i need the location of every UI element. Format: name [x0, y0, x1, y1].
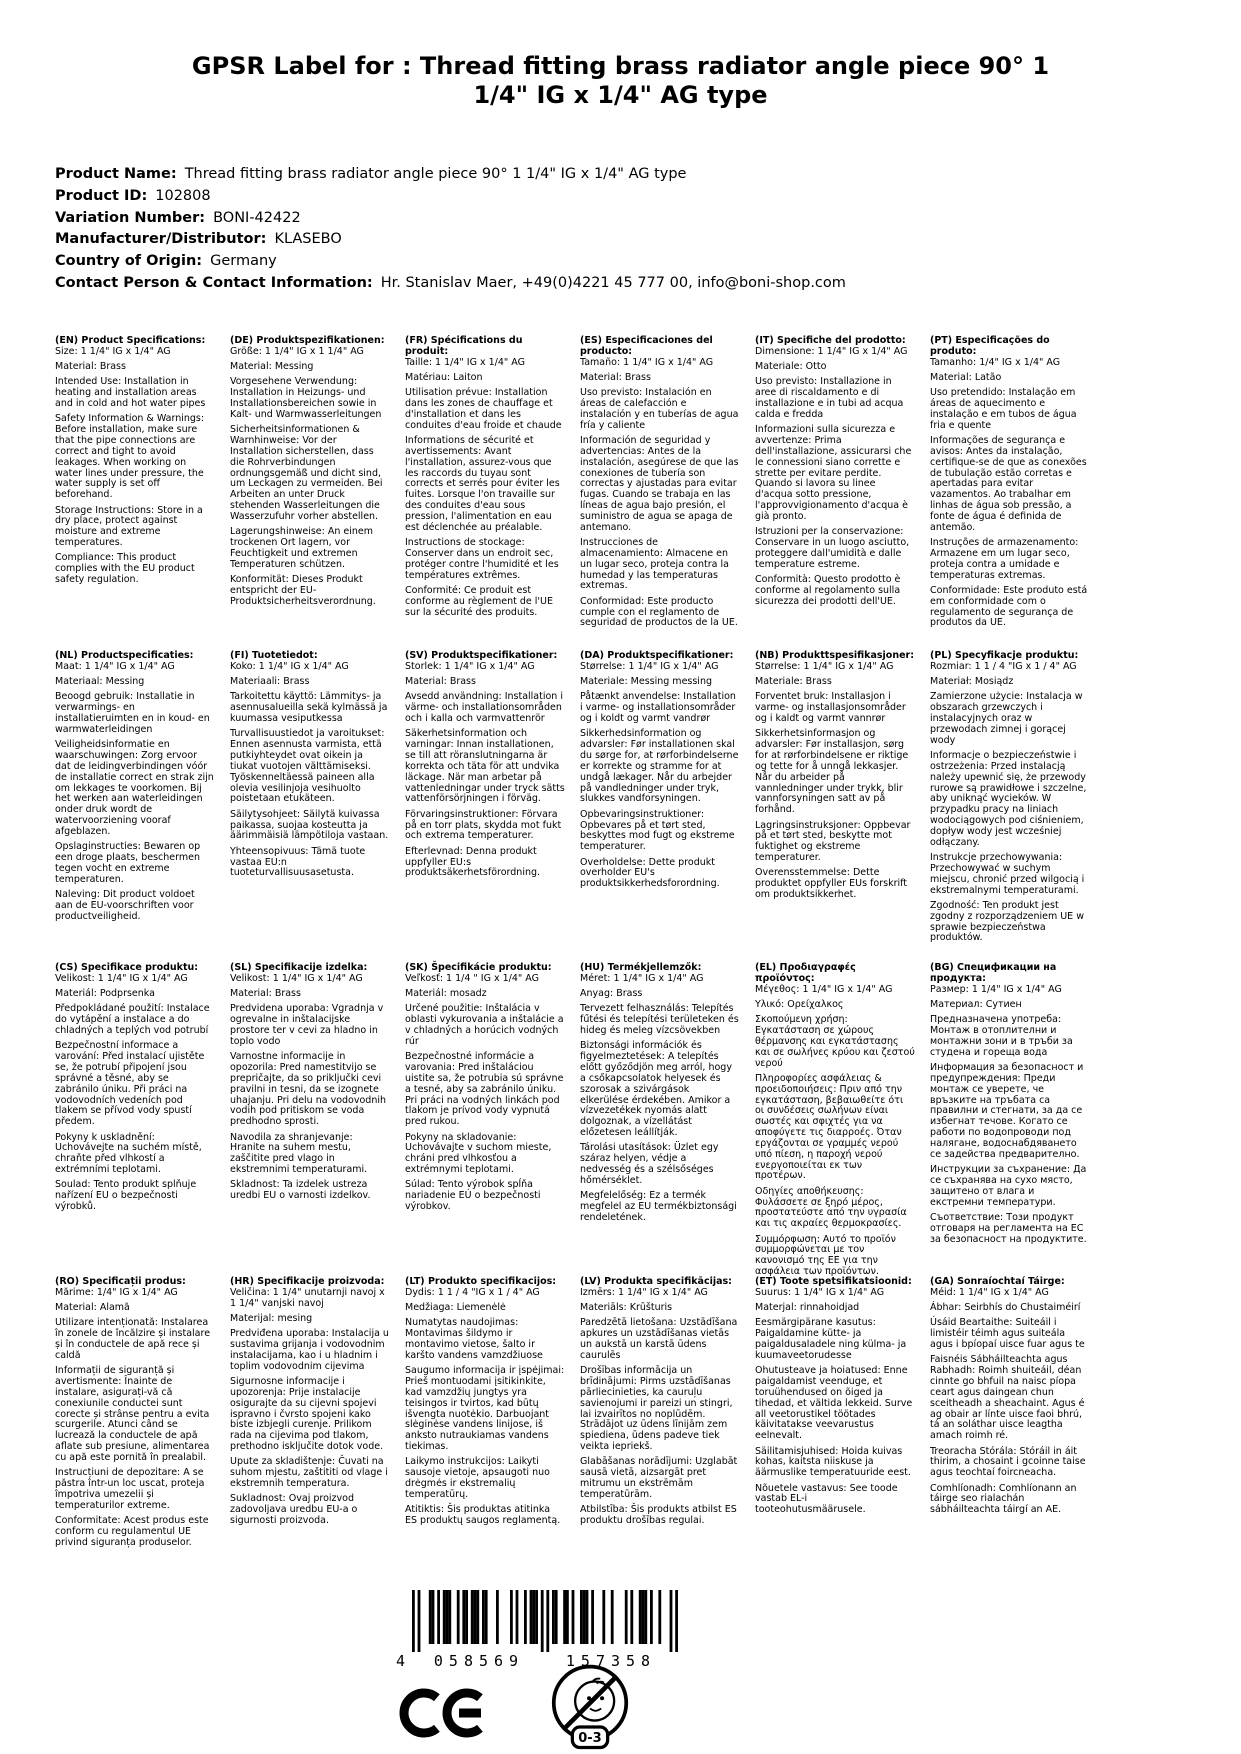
spec-paragraph: Medžiaga: Liemenėlė: [405, 1302, 506, 1314]
spec-paragraph: Ábhar: Seirbhís do Chustaiméirí: [930, 1302, 1081, 1314]
spec-paragraph: Πληροφορίες ασφάλειας & προειδοποιήσεις: Πριν από την εγκατάσταση, βεβαιωθείτε ότι οι συνδέσεις σωλήνων είναι σωστές και σφιχτές για να αποφύγετε τις διαρροές. Όταν εργάζονται σε γραμμές νερού υπό πίεση, η παροχή νερού ενεργοποιείται εκ των προτέρων.: [755, 1072, 904, 1182]
spec-paragraph: Materiál: mosadz: [405, 988, 487, 1000]
spec-paragraph: Οδηγίες αποθήκευσης: Φυλάσσετε σε ξηρό μέρος, προστατεύστε από την υγρασία και τις ακραίες θερμοκρασίες.: [755, 1185, 907, 1230]
barcode-left-digits: 058569: [433, 1652, 525, 1670]
spec-heading: (ET) Toote spetsifikatsioonid:: [755, 1276, 912, 1287]
spec-paragraph: Velikost: 1 1/4" IG x 1/4" AG: [55, 972, 188, 984]
spec-paragraph: Σκοπούμενη χρήση: Εγκατάσταση σε χώρους θέρμανσης και εγκατάστασης και σε σωλήνες κρύου και ζεστού νερού: [755, 1014, 915, 1069]
spec-paragraph: Material: Brass: [580, 371, 651, 383]
spec-paragraph: Påtænkt anvendelse: Installation i varme- og installationsområder og i koldt og varmt vandrør: [580, 691, 736, 725]
spec-block-nl: [55, 651, 215, 927]
spec-paragraph: Materiāls: Krūšturis: [580, 1302, 673, 1314]
spec-paragraph: Beoogd gebruik: Installatie in verwarmings- en installatieruimten en in koud- en warmwaterleidingen: [55, 691, 210, 735]
spec-paragraph: Storage Instructions: Store in a dry place, protect against moisture and extreme temperatures.: [55, 504, 203, 549]
spec-heading: (DA) Produktspecifikationer:: [580, 650, 734, 661]
spec-paragraph: Materiale: Brass: [755, 676, 832, 688]
spec-paragraph: Material: Brass: [230, 988, 301, 1000]
spec-row-3: [55, 963, 1090, 1282]
spec-paragraph: Sikkerhetsinformasjon og advarsler: Før installasjon, sørg for at rørforbindelsene er riktige og tette for å unngå lekkasjer. Når du arbeider på vannledninger under trykk, blir vannforsyningen satt av på forhånd.: [755, 728, 909, 816]
barcode-lead-digit: 4: [396, 1652, 406, 1670]
info-label: Contact Person & Contact Information:: [55, 274, 373, 291]
spec-paragraph: Saugumo informacija ir įspėjimai: Prieš montuodami įsitikinkite, kad vamzdžių jungtys yra teisingos ir tvirtos, kad būtų išvengta nuotėkio. Darbuojant slėginėse vandens linijose, iš anksto nutraukiamas vandens tiekimas.: [405, 1365, 565, 1453]
spec-block-sv: [405, 651, 565, 884]
spec-paragraph: Matériau: Laiton: [405, 371, 483, 383]
spec-paragraph: Súlad: Tento výrobok spĺňa nariadenie EÚ o bezpečnosti výrobkov.: [405, 1179, 541, 1213]
spec-paragraph: Instrucțiuni de depozitare: A se păstra într-un loc uscat, proteja împotriva umezelii și temperaturilor extreme.: [55, 1467, 205, 1511]
spec-paragraph: Sukladnost: Ovaj proizvod zadovoljava uredbu EU-a o sigurnosti proizvoda.: [230, 1493, 358, 1527]
spec-paragraph: Méid: 1 1/4" IG x 1/4" AG: [930, 1286, 1049, 1298]
document-title-text: GPSR Label for : Thread fitting brass radiator angle piece 90° 1 1/4" IG x 1/4" AG type: [191, 52, 1050, 109]
spec-paragraph: Turvallisuustiedot ja varoitukset: Ennen asennusta varmista, että putkiyhteydet ovat oikein ja tiukat vuotojen välttämiseksi. Työskenneltäessä paineen alla olevia vesilinjoja vesihuolto poistetaan etukäteen.: [230, 728, 385, 805]
info-value: KLASEBO: [274, 231, 342, 248]
spec-paragraph: Materiale: Otto: [755, 361, 827, 373]
info-label: Manufacturer/Distributor:: [55, 231, 267, 248]
spec-heading: (FR) Spécifications du produit:: [405, 335, 523, 357]
info-value: Hr. Stanislav Maer, +49(0)4221 45 777 00, info@boni-shop.com: [380, 274, 846, 291]
spec-paragraph: Compliance: This product complies with the EU product safety regulation.: [55, 552, 195, 586]
spec-paragraph: Conformidad: Este producto cumple con el reglamento de seguridad de productos de la UE.: [580, 595, 738, 629]
spec-paragraph: Conformità: Questo prodotto è conforme al regolamento sulla sicurezza dei prodotti dell'UE.: [755, 574, 901, 607]
product-info-line: [55, 251, 846, 273]
spec-heading: (EN) Product Specifications:: [55, 335, 206, 346]
spec-paragraph: Sicherheitsinformationen & Warnhinweise: Vor der Installation sicherstellen, dass die Rohrverbindungen ordnungsgemäß und dicht sind, um Leckagen zu vermeiden. Bei Arbeiten an unter Druck stehenden Wasserleitungen die Wasserzufuhr vorher abstellen.: [230, 424, 383, 522]
ce-mark-icon: [398, 1684, 490, 1746]
spec-paragraph: Nõuetele vastavus: See toode vastab EL-i tooteohutusmäärusele.: [755, 1482, 898, 1516]
spec-paragraph: Größe: 1 1/4" IG x 1 1/4" AG: [230, 345, 364, 357]
spec-paragraph: Predviđena uporaba: Instalacija u sustavima grijanja i vodovodnim instalacijama, kao i u hladnim i toplim vodovodnim cijevima: [230, 1328, 389, 1372]
spec-paragraph: Συμμόρφωση: Αυτό το προϊόν συμμορφώνεται με τον κανονισμό της ΕΕ για την ασφάλεια των προϊόντων.: [755, 1233, 896, 1278]
spec-paragraph: Instruções de armazenamento: Armazene em um lugar seco, proteja contra a umidade e temperaturas extremas.: [930, 537, 1079, 581]
spec-paragraph: Ohutusteave ja hoiatused: Enne paigaldamist veenduge, et toruühendused on õiged ja tihedad, et vältida lekkeid. Surve all veetorustikel töötades käivitatakse veevarustus eelnevalt.: [755, 1365, 913, 1442]
spec-paragraph: Instrukcje przechowywania: Przechowywać w suchym miejscu, chronić przed wilgocią i ekstremalnymi temperaturami.: [930, 852, 1085, 896]
spec-block-lv: [580, 1277, 740, 1531]
spec-paragraph: Instrucciones de almacenamiento: Almacene en un lugar seco, proteja contra la humedad y las temperaturas extremas.: [580, 537, 729, 592]
product-info-line: [55, 208, 846, 230]
info-label: Product Name:: [55, 166, 177, 182]
spec-paragraph: Overensstemmelse: Dette produktet oppfyller EUs forskrift om produktsikkerhet.: [755, 867, 908, 901]
spec-row-1: [55, 336, 1090, 634]
spec-block-nb: [755, 651, 915, 905]
info-value: BONI-42422: [213, 209, 301, 226]
spec-paragraph: Koko: 1 1/4" IG x 1/4" AG: [230, 660, 349, 672]
spec-paragraph: Forventet bruk: Installasjon i varme- og installasjonsområder og i kaldt og varmt vannrør: [755, 691, 906, 725]
spec-paragraph: Υλικό: Ορείχαλκος: [755, 998, 844, 1010]
spec-paragraph: Съответствие: Този продукт отговаря на регламента на ЕС за безопасност на продуктите.: [930, 1211, 1087, 1245]
product-info-line: [55, 273, 846, 295]
spec-heading: (IT) Specifiche del prodotto:: [755, 335, 906, 346]
spec-paragraph: Veľkosť: 1 1/4 " IG x 1/4" AG: [405, 972, 539, 984]
spec-paragraph: Naleving: Dit product voldoet aan de EU-voorschriften voor productveiligheid.: [55, 889, 195, 922]
spec-paragraph: Material: Brass: [405, 676, 476, 688]
spec-paragraph: Comhlíonadh: Comhlíonann an táirge seo rialachán sábháilteachta táirgí an AE.: [930, 1482, 1077, 1516]
spec-paragraph: Bezpečnostné informácie a varovania: Pred inštaláciou uistite sa, že potrubia sú správne a tesné, aby sa zabránilo úniku. Pri práci na vodných linkách pod tlakom je prívod vody vypnutá pred rukou.: [405, 1051, 564, 1128]
spec-block-hu: [580, 963, 740, 1228]
spec-paragraph: Materjal: rinnahoidjad: [755, 1302, 860, 1314]
spec-block-cs: [55, 963, 215, 1217]
spec-paragraph: Lagerungshinweise: An einem trockenen Ort lagern, vor Feuchtigkeit und extremen Temperaturen schützen.: [230, 526, 374, 570]
spec-heading: (SV) Produktspecifikationer:: [405, 650, 558, 661]
spec-paragraph: Lagringsinstruksjoner: Oppbevar på et tørt sted, beskytte mot fuktighet og ekstreme temperaturer.: [755, 819, 911, 864]
spec-row-4: [55, 1277, 1090, 1553]
spec-paragraph: Veličina: 1 1/4" unutarnji navoj x 1 1/4" vanjski navoj: [230, 1286, 385, 1309]
spec-paragraph: Pokyny na skladovanie: Uchovávajte v suchom mieste, chráni pred vlhkosťou a extrémnymi teplotami.: [405, 1131, 552, 1176]
spec-paragraph: Navodila za shranjevanje: Hranite na suhem mestu, zaščitite pred vlago in ekstremnimi temperaturami.: [230, 1131, 368, 1176]
spec-paragraph: Upute za skladištenje: Čuvati na suhom mjestu, zaštititi od vlage i ekstremnih temperatura.: [230, 1456, 388, 1490]
spec-paragraph: Určené použitie: Inštalácia v oblasti vykurovania a inštalácie a v chladných a horúcich vodných rúr: [405, 1003, 564, 1047]
spec-block-et: [755, 1277, 915, 1521]
spec-heading: (SK) Špecifikácie produktu:: [405, 962, 552, 973]
spec-heading: (SL) Specifikacije izdelka:: [230, 962, 368, 973]
info-value: 102808: [155, 187, 211, 204]
spec-heading: (LT) Produkto specifikacijos:: [405, 1276, 557, 1287]
spec-heading: (HR) Specifikacije proizvoda:: [230, 1276, 385, 1287]
spec-paragraph: Faisnéis Sábháilteachta agus Rabhadh: Roimh shuiteáil, déan cinnte go bhfuil na naisc píopa ceart agus daingean chun sceitheadh a sheachaint. Agus é ag obair ar línte uisce faoi bhrú, tá an soláthar uisce leagtha amach roimh ré.: [930, 1354, 1085, 1442]
spec-paragraph: Informações de segurança e avisos: Antes da instalação, certifique-se de que as conexões de tubulação estão corretas e apertadas para evitar vazamentos. Ao trabalhar em linhas de água sob pressão, a fonte de água é definida de antemão.: [930, 435, 1087, 533]
product-info-line: [55, 164, 846, 186]
spec-paragraph: Informacje o bezpieczeństwie i ostrzeżenia: Przed instalacją należy upewnić się, że przewody rurowe są prawidłowe i szczelne, aby uniknąć wycieków. W przypadku pracy na liniach wodociągowych pod ciśnieniem, dopływ wody jest wcześniej odłączany.: [930, 750, 1087, 848]
spec-paragraph: Biztonsági információk és figyelmeztetések: A telepítés előtt győződjön meg arról, hogy a csőkapcsolatok helyesek és szorosak a szivárgások elkerülése érdekében. Amikor a vízvezetékek nyomás alatt dolgoznak, a vízellátást előzetesen leállítják.: [580, 1040, 732, 1139]
spec-paragraph: Anyag: Brass: [580, 988, 643, 1000]
spec-paragraph: Materiaal: Messing: [55, 676, 145, 688]
spec-paragraph: Размер: 1 1/4" IG x 1/4" AG: [930, 983, 1062, 995]
spec-block-it: [755, 336, 915, 612]
spec-paragraph: Opbevaringsinstruktioner: Opbevares på et tørt sted, beskyttes mod fugt og ekstreme temperaturer.: [580, 808, 735, 853]
spec-paragraph: Drošības informācija un brīdinājumi: Pirms uzstādīšanas pārliecinieties, ka cauruļu savienojumi ir pareizi un stingri, lai izvairītos no noplūdēm. Strādājot uz ūdens līnijām zem spiediena, ūdens padeve tiek veikta iepriekš.: [580, 1365, 733, 1453]
spec-heading: (PL) Specyfikacje produktu:: [930, 650, 1079, 661]
spec-paragraph: Atbilstība: Šis produkts atbilst ES produktu drošības regulai.: [580, 1504, 737, 1527]
spec-paragraph: Säkerhetsinformation och varningar: Innan installationen, se till att röranslutningarna är korrekta och täta för att undvika läckage. När man arbetar på vattenledningar under tryck sätts vattenförsörjningen i förväg.: [405, 728, 565, 805]
document-title: [0, 52, 1241, 110]
spec-heading: (EL) Προδιαγραφές προϊόντος:: [755, 962, 856, 984]
spec-block-sk: [405, 963, 565, 1217]
spec-block-da: [580, 651, 740, 895]
spec-paragraph: Avsedd användning: Installation i värme- och installationsområden och i kalla och varmvattenrör: [405, 691, 563, 725]
spec-paragraph: Opslaginstructies: Bewaren op een droge plaats, beschermen tegen vocht en extreme temperaturen.: [55, 841, 201, 885]
spec-paragraph: Μέγεθος: 1 1/4" IG x 1/4" AG: [755, 983, 893, 995]
spec-paragraph: Numatytas naudojimas: Montavimas šildymo ir montavimo vietose, šalto ir karšto vandens vamzdžiuose: [405, 1317, 543, 1361]
spec-paragraph: Størrelse: 1 1/4" IG x 1/4" AG: [755, 660, 894, 672]
spec-paragraph: Informations de sécurité et avertissements: Avant l'installation, assurez-vous que les raccords du tuyau sont corrects et serrés pour éviter les fuites. Lorsque l'on travaille sur des conduites d'eau sous pression, l'alimentation en eau est déclenchée au préalable.: [405, 435, 560, 533]
spec-paragraph: Soulad: Tento produkt splňuje nařízení EU o bezpečnosti výrobků.: [55, 1179, 197, 1213]
spec-block-sl: [230, 963, 390, 1207]
spec-heading: (PT) Especificações do produto:: [930, 335, 1050, 357]
spec-heading: (LV) Produkta specifikācijas:: [580, 1276, 732, 1287]
info-label: Variation Number:: [55, 209, 206, 226]
spec-paragraph: Yhteensopivuus: Tämä tuote vastaa EU:n tuoteturvallisuusasetusta.: [230, 845, 366, 879]
spec-paragraph: Tarkoitettu käyttö: Lämmitys- ja asennusalueilla sekä kylmässä ja kuumassa vesiputkessa: [230, 691, 388, 725]
spec-paragraph: Maat: 1 1/4" IG x 1/4" AG: [55, 660, 175, 672]
spec-paragraph: Информация за безопасност и предупреждения: Преди монтаж се уверете, че връзките на тръбата са правилни и стегнати, за да се избегнат течове. Когато се работи по водопроводи под налягане, водоснабдяването се задейства предварително.: [930, 1062, 1084, 1160]
spec-paragraph: Bezpečnostní informace a varování: Před instalací ujistěte se, že potrubí připojení jsou správné a těsné, aby se zabránilo úniku. Při práci na vodovodních vedeních pod tlakem se přívod vody spustí předem.: [55, 1040, 205, 1128]
spec-paragraph: Skladnost: Ta izdelek ustreza uredbi EU o varnosti izdelkov.: [230, 1179, 371, 1202]
spec-paragraph: Materijal: mesing: [230, 1312, 313, 1324]
spec-heading: (DE) Produktspezifikationen:: [230, 335, 385, 346]
spec-paragraph: Varnostne informacije in opozorila: Pred namestitvijo se prepričajte, da so priključki cevi pravilni in tesni, da se izognete uhajanju. Pri delu na vodovodnih vodih pod pritiskom se voda predhodno sprosti.: [230, 1051, 387, 1128]
spec-block-lt: [405, 1277, 565, 1531]
spec-heading: (HU) Termékjellemzők:: [580, 962, 702, 973]
age-warning-0-3-icon: [548, 1662, 632, 1754]
spec-paragraph: Informații de siguranță și avertismente: Înainte de instalare, asigurați-vă că conexiunile conductei sunt corecte și strânse pentru a evita scurgerile. Atunci când se lucrează la conductele de apă aflate sub presiune, alimentarea cu apă este pornită în prealabil.: [55, 1365, 210, 1463]
spec-paragraph: Materiał: Mosiądz: [930, 676, 1014, 688]
age-warning-label: 0-3: [578, 1730, 602, 1746]
spec-paragraph: Atitiktis: Šis produktas atitinka ES produktų saugos reglamentą.: [405, 1504, 561, 1527]
spec-paragraph: Mărime: 1/4" IG x 1/4" AG: [55, 1286, 178, 1298]
spec-heading: (RO) Specificații produs:: [55, 1276, 186, 1287]
spec-paragraph: Konformität: Dieses Produkt entspricht der EU-Produktsicherheitsverordnung.: [230, 574, 376, 607]
spec-paragraph: Veiligheidsinformatie en waarschuwingen: Zorg ervoor dat de leidingverbindingen vóór de installatie correct en strak zijn om lekkages te voorkomen. Bij het werken aan waterleidingen onder druk wordt de watervoorziening vooraf afgeblazen.: [55, 739, 214, 837]
spec-heading: (ES) Especificaciones del producto:: [580, 335, 713, 357]
info-value: Thread fitting brass radiator angle piece 90° 1 1/4" IG x 1/4" AG type: [184, 166, 687, 182]
spec-paragraph: Uso pretendido: Instalação em áreas de aquecimento e instalação e em tubos de água fria e quente: [930, 387, 1077, 431]
spec-paragraph: Uso previsto: Instalación en áreas de calefacción e instalación y en tuberías de agua fría y caliente: [580, 387, 739, 431]
spec-paragraph: Safety Information & Warnings: Before installation, make sure that the pipe connections are correct and tight to avoid leakages. When working on water lines under pressure, the water supply is set off beforehand.: [55, 413, 205, 501]
spec-block-en: [55, 336, 215, 590]
spec-block-ga: [930, 1277, 1090, 1521]
info-label: Product ID:: [55, 187, 148, 204]
spec-block-hr: [230, 1277, 390, 1531]
spec-paragraph: Dimensione: 1 1/4" IG x 1/4" AG: [755, 345, 908, 357]
spec-paragraph: Storlek: 1 1/4" IG x 1/4" AG: [405, 660, 535, 672]
product-info: [55, 164, 846, 295]
spec-paragraph: Predvidena uporaba: Vgradnja v ogrevalne in inštalacijske prostore ter v cevi za hladno in toplo vodo: [230, 1003, 384, 1047]
spec-heading: (BG) Спецификации на продукта:: [930, 962, 1057, 984]
barcode-bars: [412, 1590, 678, 1652]
spec-paragraph: Paredzētā lietošana: Uzstādīšana apkures un uzstādīšanas vietās un aukstā un karstā ūdens caurulēs: [580, 1317, 738, 1361]
spec-paragraph: Informazioni sulla sicurezza e avvertenze: Prima dell'installazione, assicurarsi che le connessioni siano corrette e strette per evitare perdite. Quando si lavora su linee d'acqua sotto pressione, l'approvvigionamento d'acqua è già pronto.: [755, 424, 912, 522]
spec-paragraph: Laikymo instrukcijos: Laikyti sausoje vietoje, apsaugoti nuo drėgmės ir ekstremalių temperatūrų.: [405, 1456, 550, 1500]
spec-paragraph: Předpokládané použití: Instalace do vytápění a instalace a do chladných a teplých vod potrubí: [55, 1003, 210, 1037]
spec-paragraph: Izmērs: 1 1/4" IG x 1/4" AG: [580, 1286, 708, 1298]
info-label: Country of Origin:: [55, 253, 203, 270]
spec-paragraph: Conformitate: Acest produs este conform cu regulamentul UE privind siguranța produselor.: [55, 1515, 209, 1548]
spec-paragraph: Материал: Сутиен: [930, 998, 1022, 1010]
spec-paragraph: Instructions de stockage: Conserver dans un endroit sec, protéger contre l'humidité et les températures extrêmes.: [405, 537, 559, 581]
spec-heading: (NB) Produkttspesifikasjoner:: [755, 650, 915, 661]
spec-block-el: [755, 963, 915, 1282]
product-info-line: [55, 186, 846, 208]
spec-heading: (FI) Tuotetiedot:: [230, 650, 318, 661]
spec-paragraph: Size: 1 1/4" IG x 1/4" AG: [55, 345, 171, 357]
spec-paragraph: Materiale: Messing messing: [580, 676, 712, 688]
spec-heading: (NL) Productspecificaties:: [55, 650, 194, 661]
spec-paragraph: Istruzioni per la conservazione: Conservare in un luogo asciutto, proteggere dall'umidità e dalle temperature estreme.: [755, 526, 910, 570]
barcode-right-digits: 157358: [565, 1652, 657, 1670]
spec-paragraph: Säilytysohjeet: Säilytä kuivassa paikassa, suojaa kosteutta ja äärimmäisiä lämpötiloja vastaan.: [230, 808, 389, 842]
spec-paragraph: Overholdelse: Dette produkt overholder EU's produktsikkerhedsforordning.: [580, 856, 720, 890]
spec-paragraph: Zgodność: Ten produkt jest zgodny z rozporządzeniem UE w sprawie bezpieczeństwa produktów.: [930, 899, 1084, 944]
spec-paragraph: Velikost: 1 1/4" IG x 1/4" AG: [230, 972, 363, 984]
spec-block-de: [230, 336, 390, 612]
spec-paragraph: Materiaali: Brass: [230, 676, 310, 688]
spec-paragraph: Material: Alamă: [55, 1302, 130, 1314]
spec-paragraph: Størrelse: 1 1/4" IG x 1/4" AG: [580, 660, 719, 672]
spec-paragraph: Conformité: Ce produit est conforme au règlement de l'UE sur la sécurité des produits.: [405, 584, 553, 618]
spec-paragraph: Säilitamisjuhised: Hoida kuivas kohas, kaitsta niiskuse ja äärmuslike temperatuuride eest.: [755, 1445, 911, 1479]
spec-paragraph: Taille: 1 1/4" IG x 1/4" AG: [405, 356, 525, 368]
spec-block-ro: [55, 1277, 215, 1553]
spec-paragraph: Material: Latão: [930, 371, 1002, 383]
spec-paragraph: Material: Messing: [230, 361, 314, 373]
spec-paragraph: Tamanho: 1/4" IG x 1/4" AG: [930, 356, 1061, 368]
spec-block-bg: [930, 963, 1090, 1250]
spec-heading: (CS) Specifikace produktu:: [55, 962, 199, 973]
spec-paragraph: Conformidade: Este produto está em conformidade com o regulamento de segurança de produtos da UE.: [930, 584, 1088, 629]
spec-paragraph: Eesmärgipärane kasutus: Paigaldamine kütte- ja paigaldusaladele ning külma- ja kuumaveetorudesse: [755, 1317, 907, 1361]
spec-paragraph: Pokyny k uskladnění: Uchovávejte na suchém místě, chraňte před vlhkostí a extrémními teplotami.: [55, 1131, 202, 1176]
spec-heading: (GA) Sonraíochtaí Táirge:: [930, 1276, 1065, 1287]
spec-paragraph: Zamierzone użycie: Instalacja w obszarach grzewczych i instalacyjnych oraz w przewodach zimnej i gorącej wody: [930, 691, 1083, 746]
spec-block-pt: [930, 336, 1090, 634]
spec-block-pl: [930, 651, 1090, 949]
spec-row-2: [55, 651, 1090, 949]
spec-paragraph: Megfelelőség: Ez a termék megfelel az EU termékbiztonsági rendeletének.: [580, 1190, 737, 1223]
spec-paragraph: Предназначена употреба: Монтаж в отоплителни и монтажни зони и в тръби за студена и гореща вода: [930, 1014, 1073, 1058]
spec-paragraph: Información de seguridad y advertencias: Antes de la instalación, asegúrese de que las conexiones de tubería son correctas y ajustadas para evitar fugas. Cuando se trabaja en las líneas de agua bajo presión, el suministro de agua se apaga de antemano.: [580, 435, 739, 533]
spec-paragraph: Suurus: 1 1/4" IG x 1/4" AG: [755, 1286, 885, 1298]
spec-paragraph: Dydis: 1 1 / 4 "IG x 1 / 4" AG: [405, 1286, 540, 1298]
spec-paragraph: Úsáid Beartaithe: Suiteáil i limistéir téimh agus suiteála agus i bpíopaí uisce fuar agus te: [930, 1317, 1085, 1351]
spec-paragraph: Treoracha Stórála: Stóráil in áit thirim, a chosaint i gcoinne taise agus teochtaí foircneacha.: [930, 1445, 1086, 1479]
spec-paragraph: Инструкции за съхранение: Да се съхранява на сухо място, защитено от влага и екстремни температури.: [930, 1164, 1087, 1208]
spec-paragraph: Efterlevnad: Denna produkt uppfyller EU:s produktsäkerhetsförordning.: [405, 845, 541, 879]
spec-paragraph: Intended Use: Installation in heating and installation areas and in cold and hot water pipes: [55, 376, 206, 410]
spec-paragraph: Sigurnosne informacije i upozorenja: Prije instalacije osigurajte da su cijevni spojevi ispravno i čvrsto spojeni kako biste izbjegli curenje. Prilikom rada na cijevima pod tlakom, prethodno isključite dotok vode.: [230, 1376, 384, 1453]
spec-paragraph: Material: Brass: [55, 361, 126, 373]
spec-paragraph: Utilizare intenționată: Instalarea în zonele de încălzire și instalare și în conductele de apă rece și caldă: [55, 1317, 211, 1361]
spec-paragraph: Tamaño: 1 1/4" IG x 1/4" AG: [580, 356, 714, 368]
product-info-line: [55, 229, 846, 251]
spec-paragraph: Sikkerhedsinformation og advarsler: Før installationen skal du sørge for, at rørforbindelserne er korrekte og stramme for at undgå lækager. Når du arbejder på vandledninger under tryk, slukkes vandforsyningen.: [580, 728, 739, 805]
spec-paragraph: Uso previsto: Installazione in aree di riscaldamento e di installazione e in tubi ad acqua calda e fredda: [755, 376, 904, 420]
spec-paragraph: Glabāšanas norādījumi: Uzglabāt sausā vietā, aizsargāt pret mitrumu un ekstrēmām temperatūrām.: [580, 1456, 738, 1500]
info-value: Germany: [210, 253, 277, 270]
spec-paragraph: Tervezett felhasználás: Telepítés fűtési és telepítési területeken és hideg és meleg vízcsövekben: [580, 1003, 739, 1037]
ean13-barcode: [388, 1588, 688, 1676]
spec-block-fr: [405, 336, 565, 623]
spec-paragraph: Materiál: Podprsenka: [55, 988, 155, 1000]
spec-block-fi: [230, 651, 390, 884]
spec-paragraph: Förvaringsinstruktioner: Förvara på en torr plats, skydda mot fukt och extrema temperaturer.: [405, 808, 562, 842]
spec-block-es: [580, 336, 740, 634]
spec-paragraph: Méret: 1 1/4" IG x 1/4" AG: [580, 972, 704, 984]
spec-paragraph: Rozmiar: 1 1 / 4 "IG x 1 / 4" AG: [930, 660, 1077, 672]
spec-paragraph: Utilisation prévue: Installation dans les zones de chauffage et d'installation et dans les conduites d'eau froide et chaude: [405, 387, 562, 431]
spec-paragraph: Tárolási utasítások: Üzlet egy száraz helyen, védje a nedvesség és a szélsőséges hőmérséklet.: [580, 1142, 719, 1186]
spec-paragraph: Vorgesehene Verwendung: Installation in Heizungs- und Installationsbereichen sowie in Kalt- und Warmwasserleitungen: [230, 376, 382, 420]
